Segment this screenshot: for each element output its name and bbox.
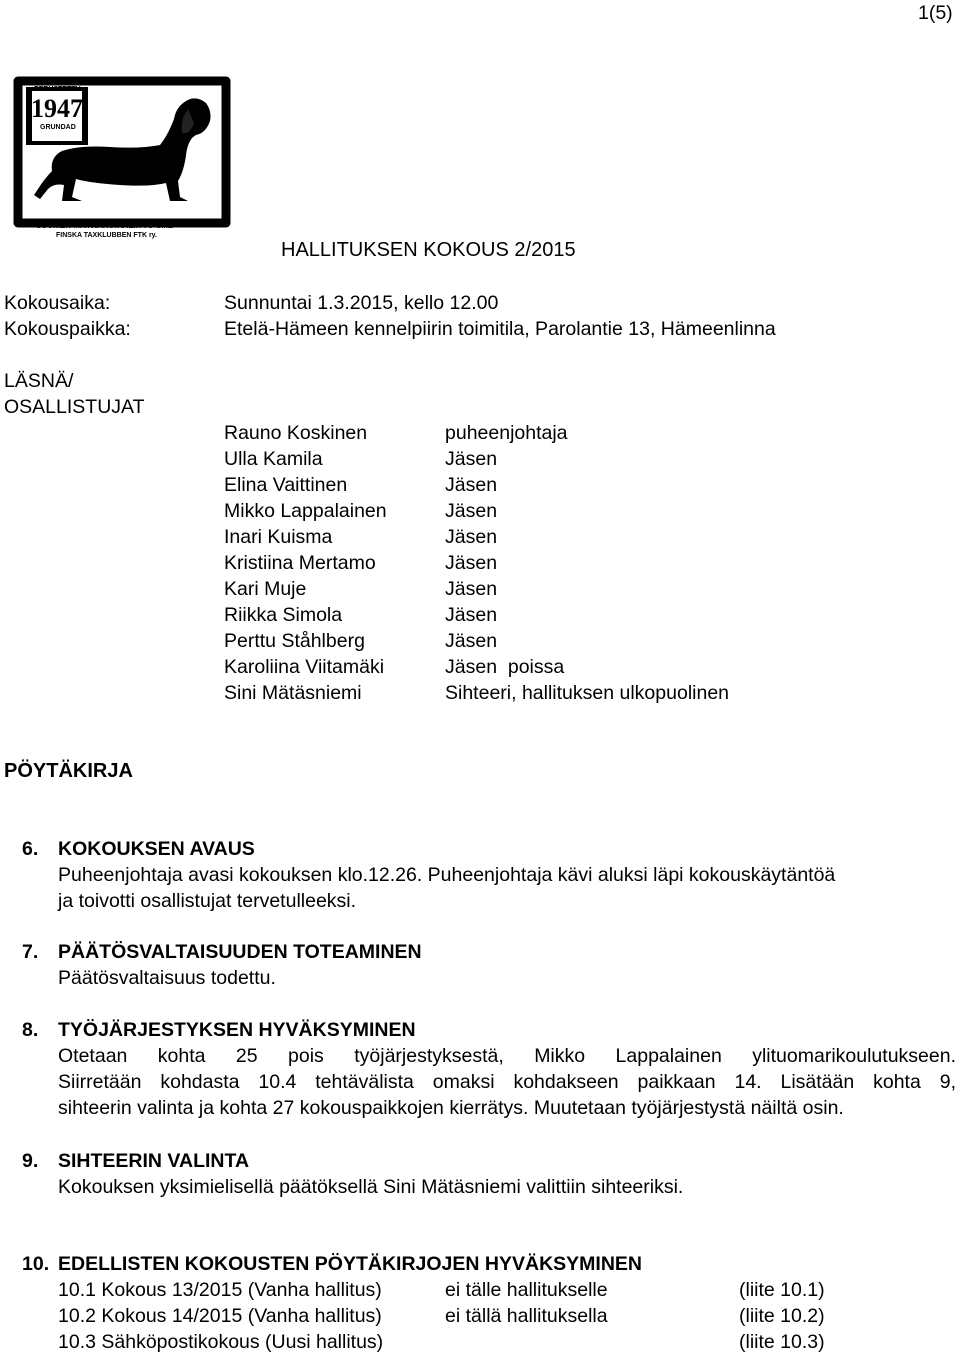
attendee-role: Jäsen [445, 578, 498, 600]
logo-org-line-2: FINSKA TAXKLUBBEN FTK ry. [56, 232, 157, 239]
attendee-role: Jäsen [445, 604, 498, 626]
meeting-time-value: Sunnuntai 1.3.2015, kello 12.00 [224, 292, 499, 314]
list-item-label: 10.1 Kokous 13/2015 (Vanha hallitus) [58, 1279, 382, 1301]
meeting-time-label: Kokousaika: [4, 292, 111, 314]
logo-year: 1947 [31, 94, 83, 123]
list-item-ref: (liite 10.1) [739, 1279, 825, 1301]
section-number: 9. [22, 1150, 39, 1172]
section-text: sihteerin valinta ja kohta 27 kokouspaikkojen kierrätys. Muutetaan työjärjestystä näiltä osin. [58, 1097, 844, 1119]
attendees-label-2: OSALLISTUJAT [4, 396, 145, 418]
section-title: TYÖJÄRJESTYKSEN HYVÄKSYMINEN [58, 1019, 416, 1041]
section-title: PÄÄTÖSVALTAISUUDEN TOTEAMINEN [58, 941, 422, 963]
section-number: 8. [22, 1019, 39, 1041]
attendee-role: puheenjohtaja [445, 422, 568, 444]
section-title: SIHTEERIN VALINTA [58, 1150, 250, 1172]
section-title: KOKOUKSEN AVAUS [58, 838, 255, 860]
kennel-club-logo [10, 73, 234, 245]
attendee-role: Sihteeri, hallituksen ulkopuolinen [445, 682, 730, 704]
attendee-name: Ulla Kamila [224, 448, 323, 470]
section-text: ja toivotti osallistujat tervetulleeksi. [58, 890, 357, 912]
attendee-role: Jäsen [445, 500, 498, 522]
attendee-name: Perttu Ståhlberg [224, 630, 365, 652]
list-item-label: 10.3 Sähköpostikokous (Uusi hallitus) [58, 1331, 384, 1353]
attendee-name: Karoliina Viitamäki [224, 656, 385, 678]
page-number: 1(5) [918, 2, 953, 24]
attendee-role: Jäsen [445, 630, 498, 652]
section-text: Puheenjohtaja avasi kokouksen klo.12.26. Puheenjohtaja kävi aluksi läpi kokouskäytäntöä [58, 864, 836, 886]
list-item-label: 10.2 Kokous 14/2015 (Vanha hallitus) [58, 1305, 382, 1327]
document-title: HALLITUKSEN KOKOUS 2/2015 [281, 239, 576, 261]
attendee-name: Kristiina Mertamo [224, 552, 376, 574]
attendee-name: Inari Kuisma [224, 526, 333, 548]
attendee-role: Jäsen [445, 448, 498, 470]
section-number: 6. [22, 838, 39, 860]
section-number: 7. [22, 941, 39, 963]
attendee-role: Jäsen poissa [445, 656, 565, 678]
attendee-name: Rauno Koskinen [224, 422, 368, 444]
attendee-name: Elina Vaittinen [224, 474, 348, 496]
section-text: Siirretään kohdasta 10.4 tehtävälista omaksi kohdakseen paikkaan 14. Lisätään kohta 9, [58, 1071, 956, 1093]
attendees-label: LÄSNÄ/ [4, 370, 74, 392]
section-text: Päätösvaltaisuus todettu. [58, 967, 276, 989]
attendee-role: Jäsen [445, 474, 498, 496]
list-item-note: ei tälle hallitukselle [445, 1279, 608, 1301]
logo-top-text: PERUSTETTU [34, 86, 81, 93]
logo-bottom-text: GRUNDAD [40, 124, 76, 131]
attendee-name: Kari Muje [224, 578, 307, 600]
list-item-ref: (liite 10.3) [739, 1331, 825, 1353]
list-item-note: ei tällä hallituksella [445, 1305, 608, 1327]
section-number: 10. [22, 1253, 50, 1275]
section-title: EDELLISTEN KOKOUSTEN PÖYTÄKIRJOJEN HYVÄKSYMINEN [58, 1253, 642, 1275]
meeting-place-label: Kokouspaikka: [4, 318, 131, 340]
attendee-name: Riikka Simola [224, 604, 343, 626]
list-item-ref: (liite 10.2) [739, 1305, 825, 1327]
meeting-place-value: Etelä-Hämeen kennelpiirin toimitila, Parolantie 13, Hämeenlinna [224, 318, 776, 340]
attendee-name: Sini Mätäsniemi [224, 682, 362, 704]
attendee-role: Jäsen [445, 526, 498, 548]
attendee-name: Mikko Lappalainen [224, 500, 387, 522]
logo-org-line-1: SUOMEN MÄYRÄKOIRALIITTO SML [36, 221, 173, 230]
section-text: Kokouksen yksimielisellä päätöksellä Sini Mätäsniemi valittiin sihteeriksi. [58, 1176, 684, 1198]
section-text: Otetaan kohta 25 pois työjärjestyksestä, Mikko Lappalainen ylituomarikoulutukseen. [58, 1045, 956, 1067]
attendee-role: Jäsen [445, 552, 498, 574]
minutes-heading: PÖYTÄKIRJA [4, 760, 133, 782]
